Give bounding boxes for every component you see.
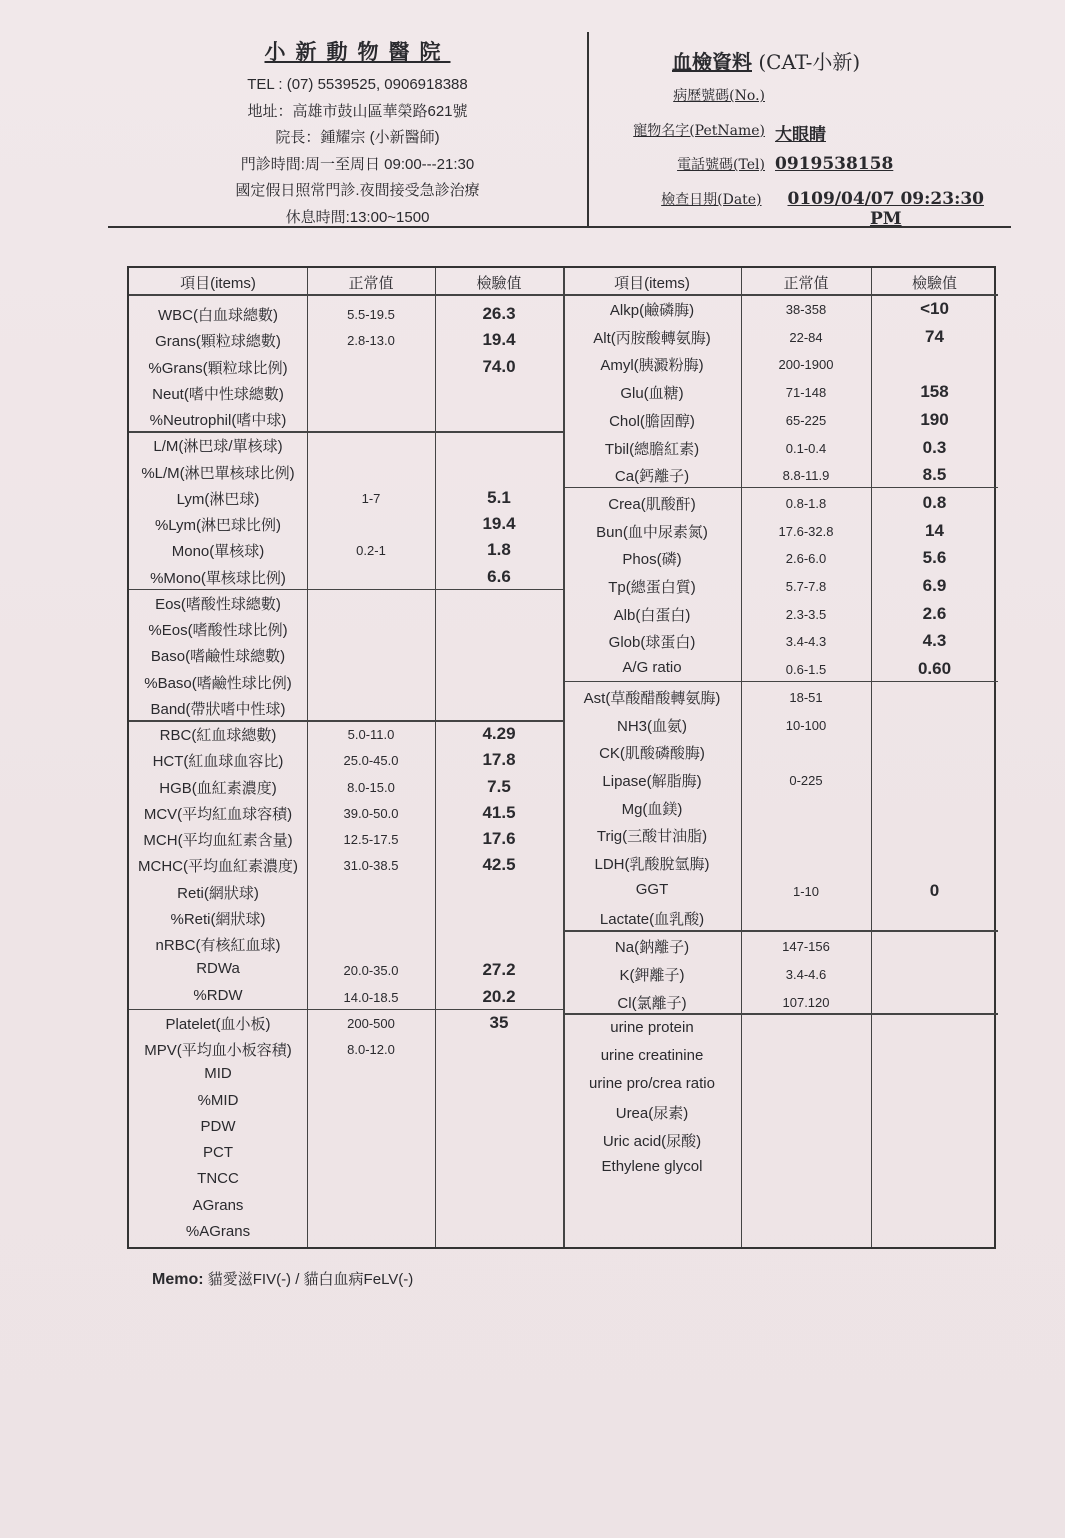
right-value-cell: 190 [920, 409, 949, 429]
right-item-cell: Glob(球蛋白) [608, 634, 696, 652]
left-item-cell: %Lym(淋巴球比例) [154, 517, 282, 534]
column-header: 正常值 [783, 275, 829, 292]
record-field-label: 檢查日期(Date) [661, 191, 762, 208]
right-item-cell: Alb(白蛋白) [613, 606, 691, 624]
hospital-director: 院長：鍾耀宗 (小新醫師) [275, 129, 440, 146]
right-value-cell: 5.6 [922, 548, 947, 568]
right-item-cell: Alkp(鹼磷脢) [609, 302, 695, 319]
right-range-cell: 71-148 [785, 385, 827, 401]
memo [152, 1268, 413, 1289]
right-range-cell: 18-51 [789, 689, 823, 705]
right-range-cell: 2.3-3.5 [785, 606, 827, 622]
left-item-cell: %Eos(嗜酸性球比例) [148, 622, 288, 639]
row-divider [563, 1013, 998, 1015]
right-range-cell: 0.8-1.8 [785, 495, 827, 511]
left-item-cell: RBC(紅血球總數) [159, 727, 277, 744]
record-field-value: 0109/04/07 09:23:30 PM [787, 188, 985, 229]
left-value-cell: 42.5 [482, 855, 516, 875]
right-item-cell: Tp(總蛋白質) [608, 579, 696, 596]
right-item-cell: A/G ratio [622, 659, 682, 677]
left-value-cell: 7.5 [487, 776, 511, 796]
right-item-cell: Trig(三酸甘油脂) [596, 828, 708, 846]
left-value-cell: 17.6 [482, 829, 516, 848]
right-range-cell: 147-156 [782, 939, 830, 955]
right-range-cell: 8.8-11.9 [782, 468, 830, 484]
left-value-cell: 17.8 [482, 750, 516, 770]
record-field-value [765, 85, 775, 120]
left-item-cell: MID [204, 1065, 232, 1083]
left-range-cell: 39.0-50.0 [343, 805, 399, 821]
column-header: 項目(items) [614, 275, 690, 292]
record-info [620, 46, 1000, 229]
left-value-cell: 6.6 [487, 566, 511, 586]
right-item-cell: Mg(血鎂) [621, 800, 683, 818]
right-item-cell: Lipase(解脂脢) [602, 772, 702, 790]
left-value-cell: 26.3 [482, 304, 516, 323]
left-item-cell: %Baso(嗜鹼性球比例) [144, 674, 292, 692]
left-item-cell: %MID [197, 1091, 239, 1109]
left-value-cell: 35 [489, 1012, 509, 1032]
right-range-cell: 107.120 [782, 994, 830, 1010]
header-divider-vertical [587, 32, 589, 228]
left-range-cell: 25.0-45.0 [343, 753, 399, 769]
left-item-cell: HCT(紅血球血容比) [152, 753, 284, 771]
left-range-cell: 8.0-15.0 [347, 779, 395, 795]
left-range-cell: 2.8-13.0 [347, 333, 395, 349]
right-range-cell: 5.7-7.8 [785, 579, 827, 594]
left-item-cell: %Mono(單核球比例) [150, 569, 286, 587]
right-item-cell: Amyl(胰澱粉脢) [600, 357, 704, 375]
right-range-cell: 3.4-4.6 [785, 966, 827, 982]
hospital-hours: 門診時間:周一至周日 09:00---21:30 [240, 155, 475, 173]
right-item-cell: Urea(尿素) [615, 1105, 689, 1123]
memo-text: 貓愛滋FIV(-) / 貓白血病FeLV(-) [207, 1271, 414, 1288]
right-value-cell: 74 [925, 326, 944, 346]
right-item-cell: Bun(血中尿素氮) [596, 523, 708, 541]
hospital-break: 休息時間:13:00~1500 [285, 208, 430, 226]
left-value-cell: 20.2 [482, 986, 516, 1006]
column-header: 檢驗值 [476, 275, 522, 292]
hospital-tel: TEL : (07) 5539525, 0906918388 [247, 76, 468, 93]
right-item-cell: Phos(磷) [622, 551, 682, 569]
left-item-cell: PCT [203, 1144, 233, 1161]
left-value-cell: 4.29 [482, 724, 516, 743]
right-item-cell: NH3(血氨) [617, 717, 687, 735]
left-item-cell: %L/M(淋巴單核球比例) [141, 464, 295, 482]
right-range-cell: 0.1-0.4 [785, 440, 827, 456]
right-range-cell: 1-10 [792, 883, 820, 899]
column-header: 項目(items) [180, 275, 256, 292]
column-header: 正常值 [348, 275, 394, 292]
left-item-cell: %RDW [193, 986, 243, 1004]
right-item-cell: GGT [635, 880, 669, 898]
left-item-cell: %Reti(網狀球) [170, 910, 266, 928]
left-range-cell: 20.0-35.0 [343, 963, 399, 979]
right-value-cell: <10 [920, 299, 949, 318]
right-range-cell: 22-84 [789, 329, 823, 345]
left-item-cell: MCV(平均紅血球容積) [143, 805, 293, 823]
left-item-cell: Lym(淋巴球) [176, 490, 260, 508]
left-item-cell: Reti(網狀球) [177, 884, 259, 902]
left-item-cell: Platelet(血小板) [165, 1015, 271, 1033]
left-value-cell: 5.1 [487, 487, 511, 507]
left-range-cell: 200-500 [347, 1015, 395, 1031]
left-item-cell: Mono(單核球) [171, 543, 265, 561]
row-divider [563, 930, 998, 932]
right-item-cell: Glu(血糖) [620, 385, 684, 403]
hospital-info [150, 36, 565, 231]
record-field [620, 188, 1000, 229]
left-range-cell: 0.2-1 [356, 543, 386, 559]
right-value-cell: 6.9 [922, 576, 947, 595]
record-field-label: 電話號碼(Tel) [677, 157, 765, 173]
right-value-cell: 0.3 [922, 437, 947, 457]
right-item-cell: Uric acid(尿酸) [602, 1133, 702, 1150]
left-item-cell: AGrans [192, 1196, 244, 1214]
right-item-cell: Na(鈉離子) [614, 939, 690, 957]
left-range-cell: 1-7 [361, 490, 381, 506]
right-item-cell: Crea(肌酸酐) [608, 495, 696, 513]
record-field [620, 85, 1000, 120]
row-divider [129, 294, 998, 296]
left-item-cell: Eos(嗜酸性球總數) [155, 595, 281, 613]
right-value-cell: 14 [925, 520, 944, 540]
record-field [620, 154, 1000, 189]
hospital-address: 地址：高雄市鼓山區華榮路621號 [247, 102, 468, 120]
left-range-cell: 12.5-17.5 [343, 832, 399, 847]
right-range-cell: 10-100 [785, 717, 827, 733]
right-item-cell: Ca(鈣離子) [614, 468, 690, 486]
left-range-cell: 5.5-19.5 [347, 307, 395, 322]
left-item-cell: L/M(淋巴球/單核球) [153, 438, 283, 456]
left-item-cell: RDWa [196, 960, 240, 978]
left-item-cell: MCHC(平均血紅素濃度) [138, 858, 298, 876]
right-item-cell: Lactate(血乳酸) [599, 911, 705, 929]
record-title-sub: (CAT-小新) [758, 50, 861, 74]
right-item-cell: K(鉀離子) [619, 966, 685, 984]
record-field-label: 寵物名字(PetName) [633, 122, 765, 139]
right-range-cell: 200-1900 [778, 357, 834, 373]
record-title [672, 46, 1000, 75]
row-divider [563, 487, 998, 489]
row-divider [129, 720, 563, 722]
row-divider [129, 589, 563, 591]
left-item-cell: MPV(平均血小板容積) [144, 1042, 292, 1059]
right-item-cell: Tbil(總膽紅素) [604, 440, 700, 458]
left-item-cell: nRBC(有核紅血球) [155, 937, 281, 954]
right-item-cell: urine protein [610, 1019, 694, 1037]
left-value-cell: 1.8 [487, 540, 511, 560]
right-value-cell: 4.3 [922, 631, 947, 651]
record-field [620, 120, 1000, 155]
right-value-cell: 0.8 [922, 492, 947, 512]
right-range-cell: 2.6-6.0 [785, 551, 827, 567]
right-value-cell: 2.6 [922, 603, 947, 623]
hospital-name: 小新動物醫院 [264, 39, 451, 64]
left-item-cell: PDW [200, 1117, 236, 1135]
left-item-cell: %Grans(顆粒球比例) [148, 359, 288, 377]
right-range-cell: 17.6-32.8 [778, 523, 834, 539]
left-item-cell: WBC(白血球總數) [158, 307, 278, 324]
right-value-cell: 8.5 [922, 465, 947, 485]
left-range-cell: 14.0-18.5 [343, 989, 399, 1005]
right-range-cell: 0-225 [789, 772, 823, 788]
right-item-cell: Chol(膽固醇) [609, 412, 695, 430]
right-range-cell: 0.6-1.5 [785, 662, 827, 678]
results-table [127, 266, 996, 1249]
right-value-cell: 0.60 [917, 659, 952, 679]
right-item-cell: Alt(丙胺酸轉氨脢) [593, 329, 711, 347]
row-divider [129, 431, 563, 433]
right-range-cell: 38-358 [785, 302, 827, 317]
right-item-cell: Cl(氯離子) [617, 994, 687, 1012]
left-value-cell: 41.5 [482, 802, 516, 822]
right-item-cell: Ast(草酸醋酸轉氨脢) [583, 689, 721, 707]
left-item-cell: %Neutrophil(嗜中球) [149, 412, 287, 429]
right-item-cell: LDH(乳酸脫氫脢) [594, 856, 710, 873]
record-field-value: 大眼睛 [775, 124, 826, 145]
left-item-cell: MCH(平均血紅素含量) [143, 832, 293, 849]
row-divider [129, 1009, 563, 1011]
left-value-cell: 19.4 [482, 330, 516, 350]
right-range-cell: 3.4-4.3 [785, 634, 827, 650]
column-header: 檢驗值 [911, 275, 957, 292]
record-title-main: 血檢資料 [672, 50, 752, 74]
left-item-cell: Band(帶狀嗜中性球) [150, 700, 286, 718]
memo-label: Memo: [152, 1271, 204, 1288]
record-field-value: 0919538158 [775, 154, 894, 174]
right-item-cell: urine pro/crea ratio [589, 1074, 715, 1092]
right-value-cell: 158 [920, 382, 949, 402]
left-range-cell: 31.0-38.5 [343, 858, 399, 874]
right-item-cell: CK(肌酸磷酸脢) [599, 745, 705, 763]
record-field-label: 病歷號碼(No.) [673, 88, 765, 104]
left-value-cell: 19.4 [482, 514, 516, 533]
right-item-cell: urine creatinine [600, 1046, 704, 1064]
right-range-cell: 65-225 [785, 412, 827, 428]
hospital-holiday: 國定假日照常門診.夜間接受急診治療 [235, 182, 480, 199]
left-item-cell: Baso(嗜鹼性球總數) [150, 648, 286, 666]
left-range-cell: 5.0-11.0 [347, 727, 395, 742]
left-range-cell: 8.0-12.0 [347, 1042, 395, 1057]
record-fields [620, 85, 1000, 229]
left-item-cell: Grans(顆粒球總數) [155, 333, 281, 351]
left-item-cell: %AGrans [185, 1222, 251, 1240]
left-item-cell: Neut(嗜中性球總數) [152, 385, 284, 403]
left-value-cell: 27.2 [482, 960, 516, 980]
left-item-cell: HGB(血紅素濃度) [159, 779, 277, 797]
right-item-cell: Ethylene glycol [601, 1157, 703, 1175]
left-item-cell: TNCC [197, 1170, 239, 1188]
row-divider [563, 681, 998, 683]
right-value-cell: 0 [929, 880, 940, 900]
left-value-cell: 74.0 [482, 356, 516, 376]
